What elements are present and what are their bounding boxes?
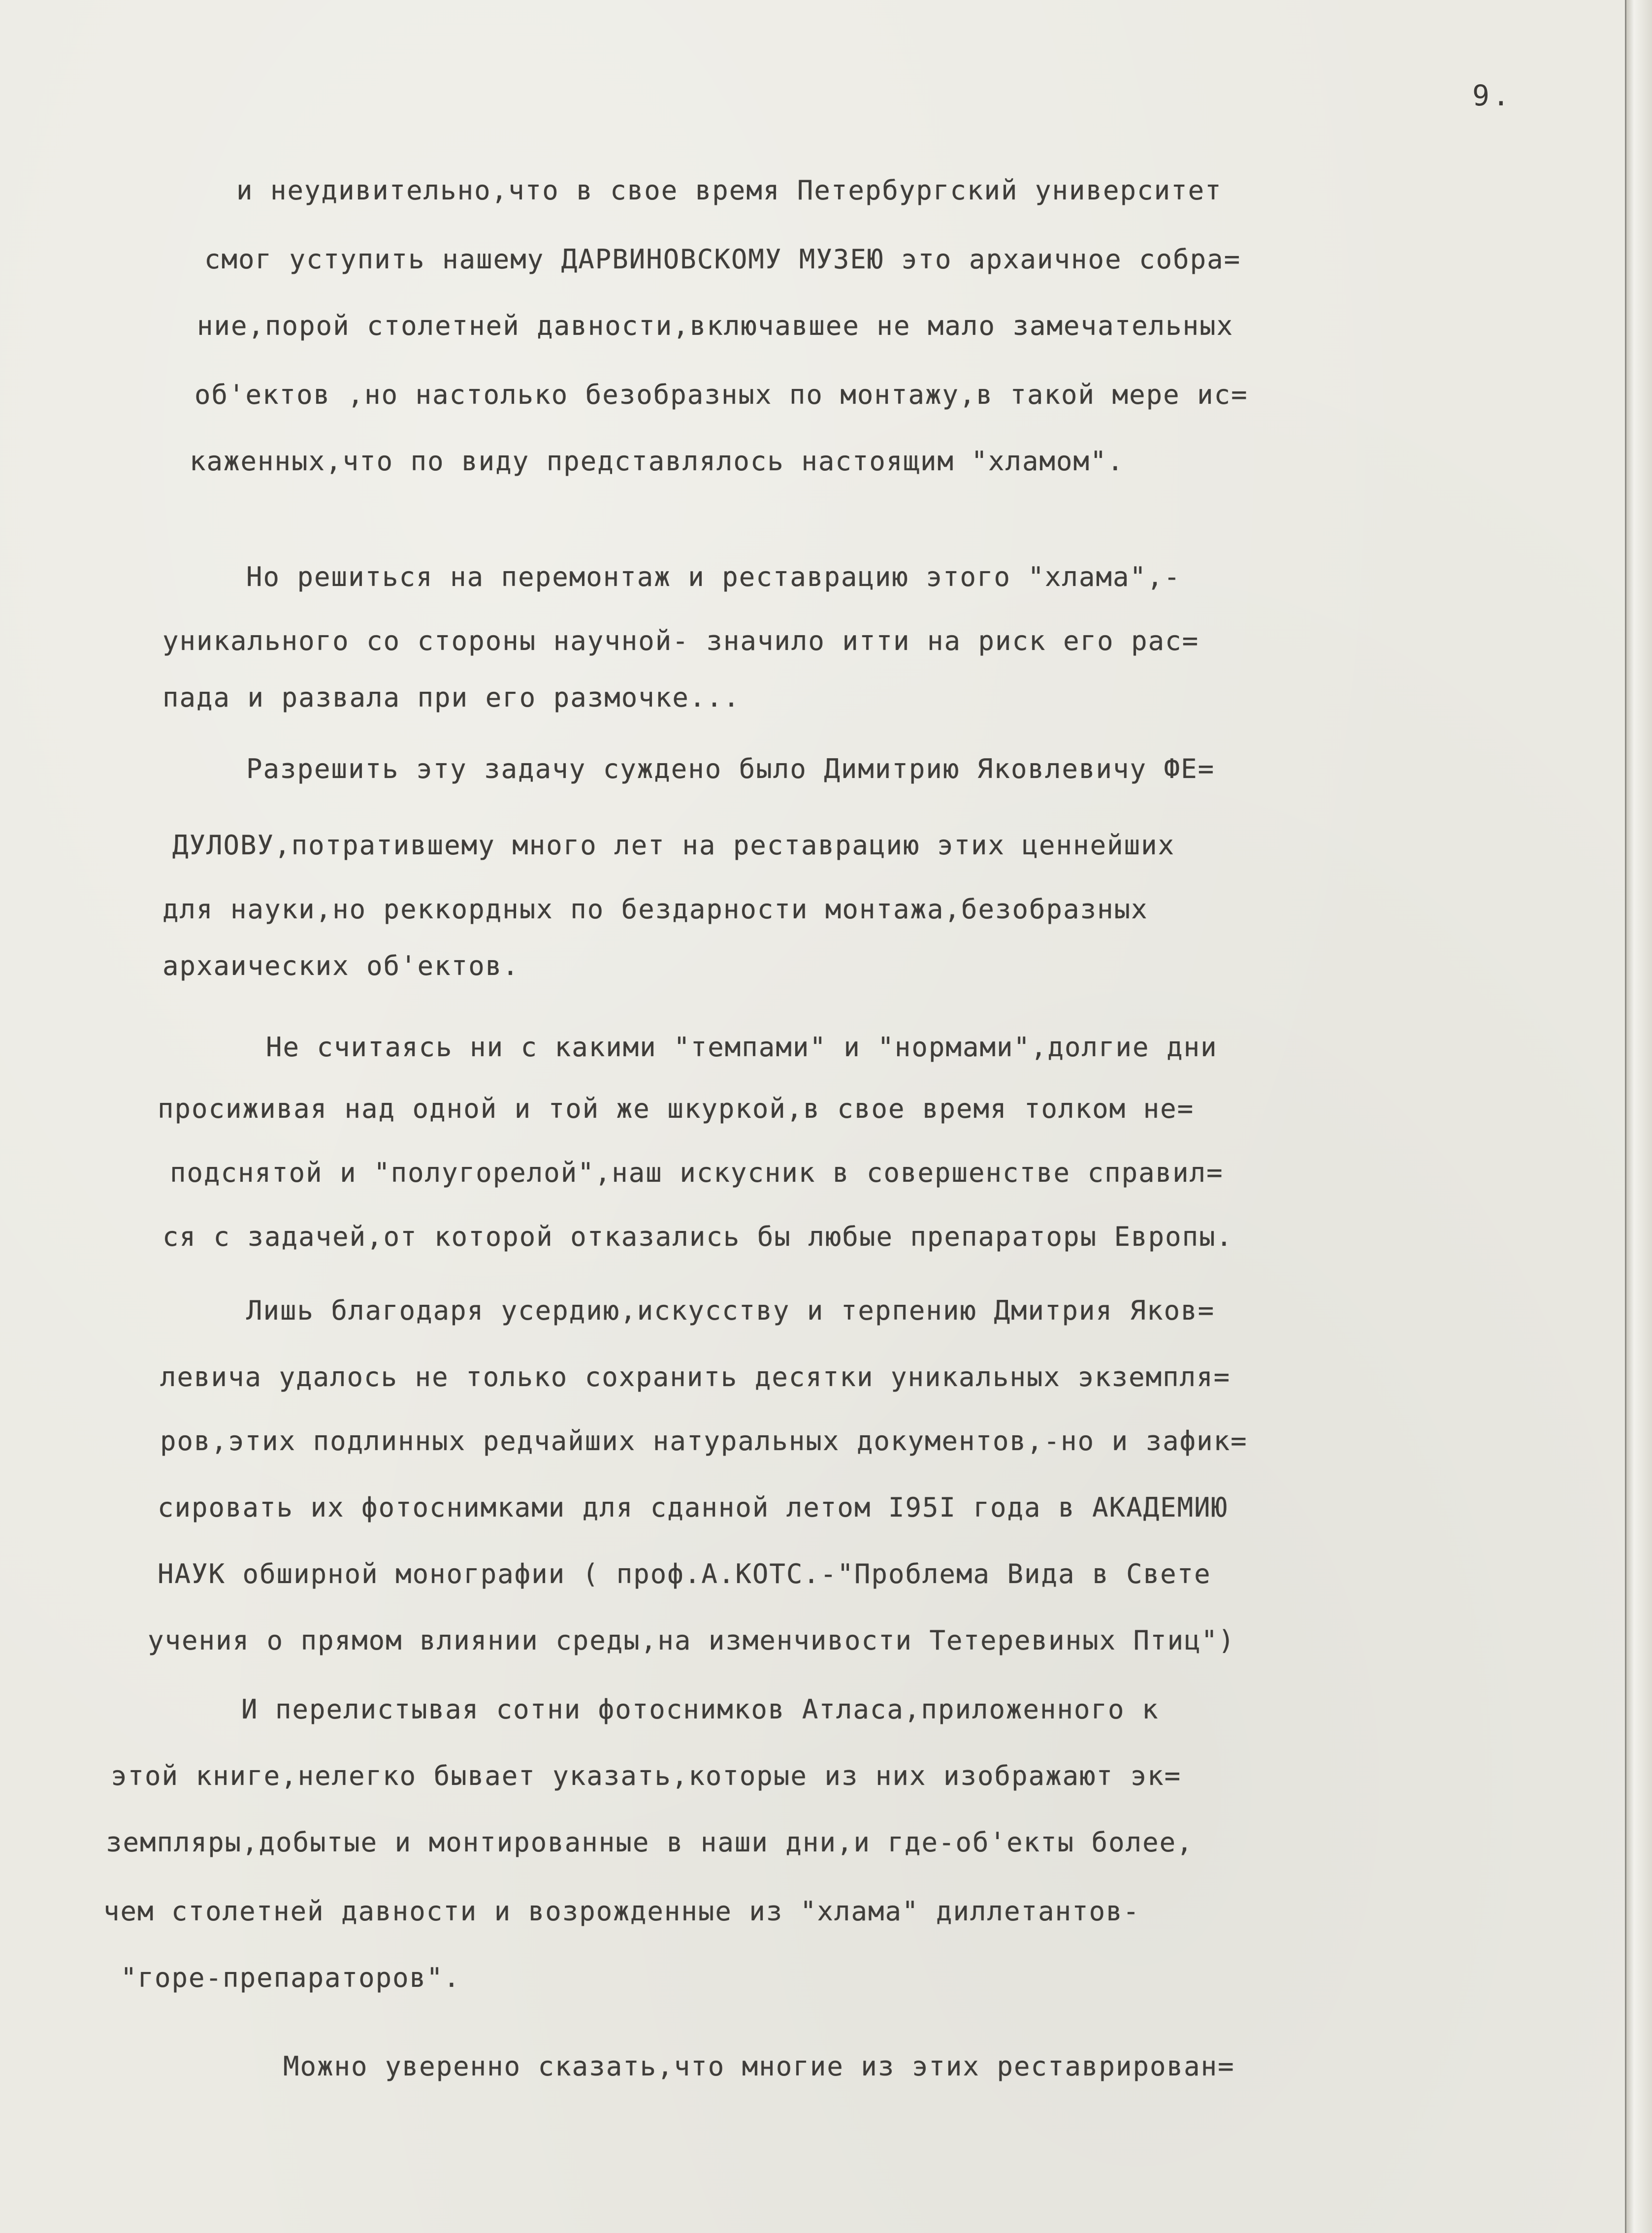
text-line: архаических об'ектов. <box>162 950 519 981</box>
text-line: каженных,что по виду представлялось настоящим "хламом". <box>190 446 1125 477</box>
text-line: ров,этих подлинных редчайших натуральных документов,-но и зафик= <box>160 1425 1248 1456</box>
text-line: Не считаясь ни с какими "темпами" и "нормами",долгие дни <box>266 1032 1218 1063</box>
text-line: подснятой и "полугорелой",наш искусник в совершенстве справил= <box>170 1157 1224 1188</box>
text-line: ся с задачей,от которой отказались бы любые препараторы Европы. <box>162 1221 1233 1252</box>
text-line: уникального со стороны научной- значило итти на риск его рас= <box>162 625 1199 656</box>
text-line: Можно уверенно сказать,что многие из этих реставрирован= <box>283 2051 1235 2082</box>
text-line: земпляры,добытые и монтированные в наши дни,и где-об'екты более, <box>106 1827 1194 1858</box>
text-line: И перелистывая сотни фотоснимков Атласа,приложенного к <box>241 1694 1159 1725</box>
text-line: ДУЛОВУ,потратившему много лет на реставрацию этих ценнейших <box>172 830 1175 861</box>
text-line: учения о прямом влиянии среды,на изменчивости Тетеревиных Птиц") <box>148 1625 1235 1656</box>
text-line: этой книге,нелегко бывает указать,которые из них изображают эк= <box>111 1760 1182 1791</box>
text-line: смог уступить нашему ДАРВИНОВСКОМУ МУЗЕЮ это архаичное собра= <box>204 244 1241 275</box>
text-line: "горе-препараторов". <box>121 1962 461 1993</box>
text-line: ние,порой столетней давности,включавшее не мало замечательных <box>197 310 1234 341</box>
text-line: НАУК обширной монографии ( проф.А.КОТС.-"Проблема Вида в Свете <box>158 1558 1211 1589</box>
text-line: и неудивительно,что в свое время Петербургский университет <box>236 175 1222 206</box>
text-line: сировать их фотоснимками для сданной летом I95I года в АКАДЕМИЮ <box>158 1492 1229 1523</box>
page-number: 9. <box>1472 79 1513 112</box>
text-line: чем столетней давности и возрожденные из "хлама" диллетантов- <box>103 1896 1140 1927</box>
text-line: просиживая над одной и той же шкуркой,в свое время толком не= <box>158 1093 1195 1124</box>
text-line: для науки,но реккордных по бездарности монтажа,безобразных <box>162 894 1148 925</box>
text-line: левича удалось не только сохранить десятки уникальных экземпля= <box>160 1361 1231 1392</box>
page-edge <box>1625 0 1652 2233</box>
text-line: об'ектов ,но настолько безобразных по монтажу,в такой мере ис= <box>194 379 1248 410</box>
text-line: Лишь благодаря усердию,искусству и терпению Дмитрия Яков= <box>246 1295 1215 1326</box>
text-line: пада и развала при его размочке... <box>162 682 741 713</box>
text-line: Но решиться на перемонтаж и реставрацию этого "хлама",- <box>246 561 1181 592</box>
text-line: Разрешить эту задачу суждено было Димитрию Яковлевичу ФЕ= <box>246 753 1215 784</box>
